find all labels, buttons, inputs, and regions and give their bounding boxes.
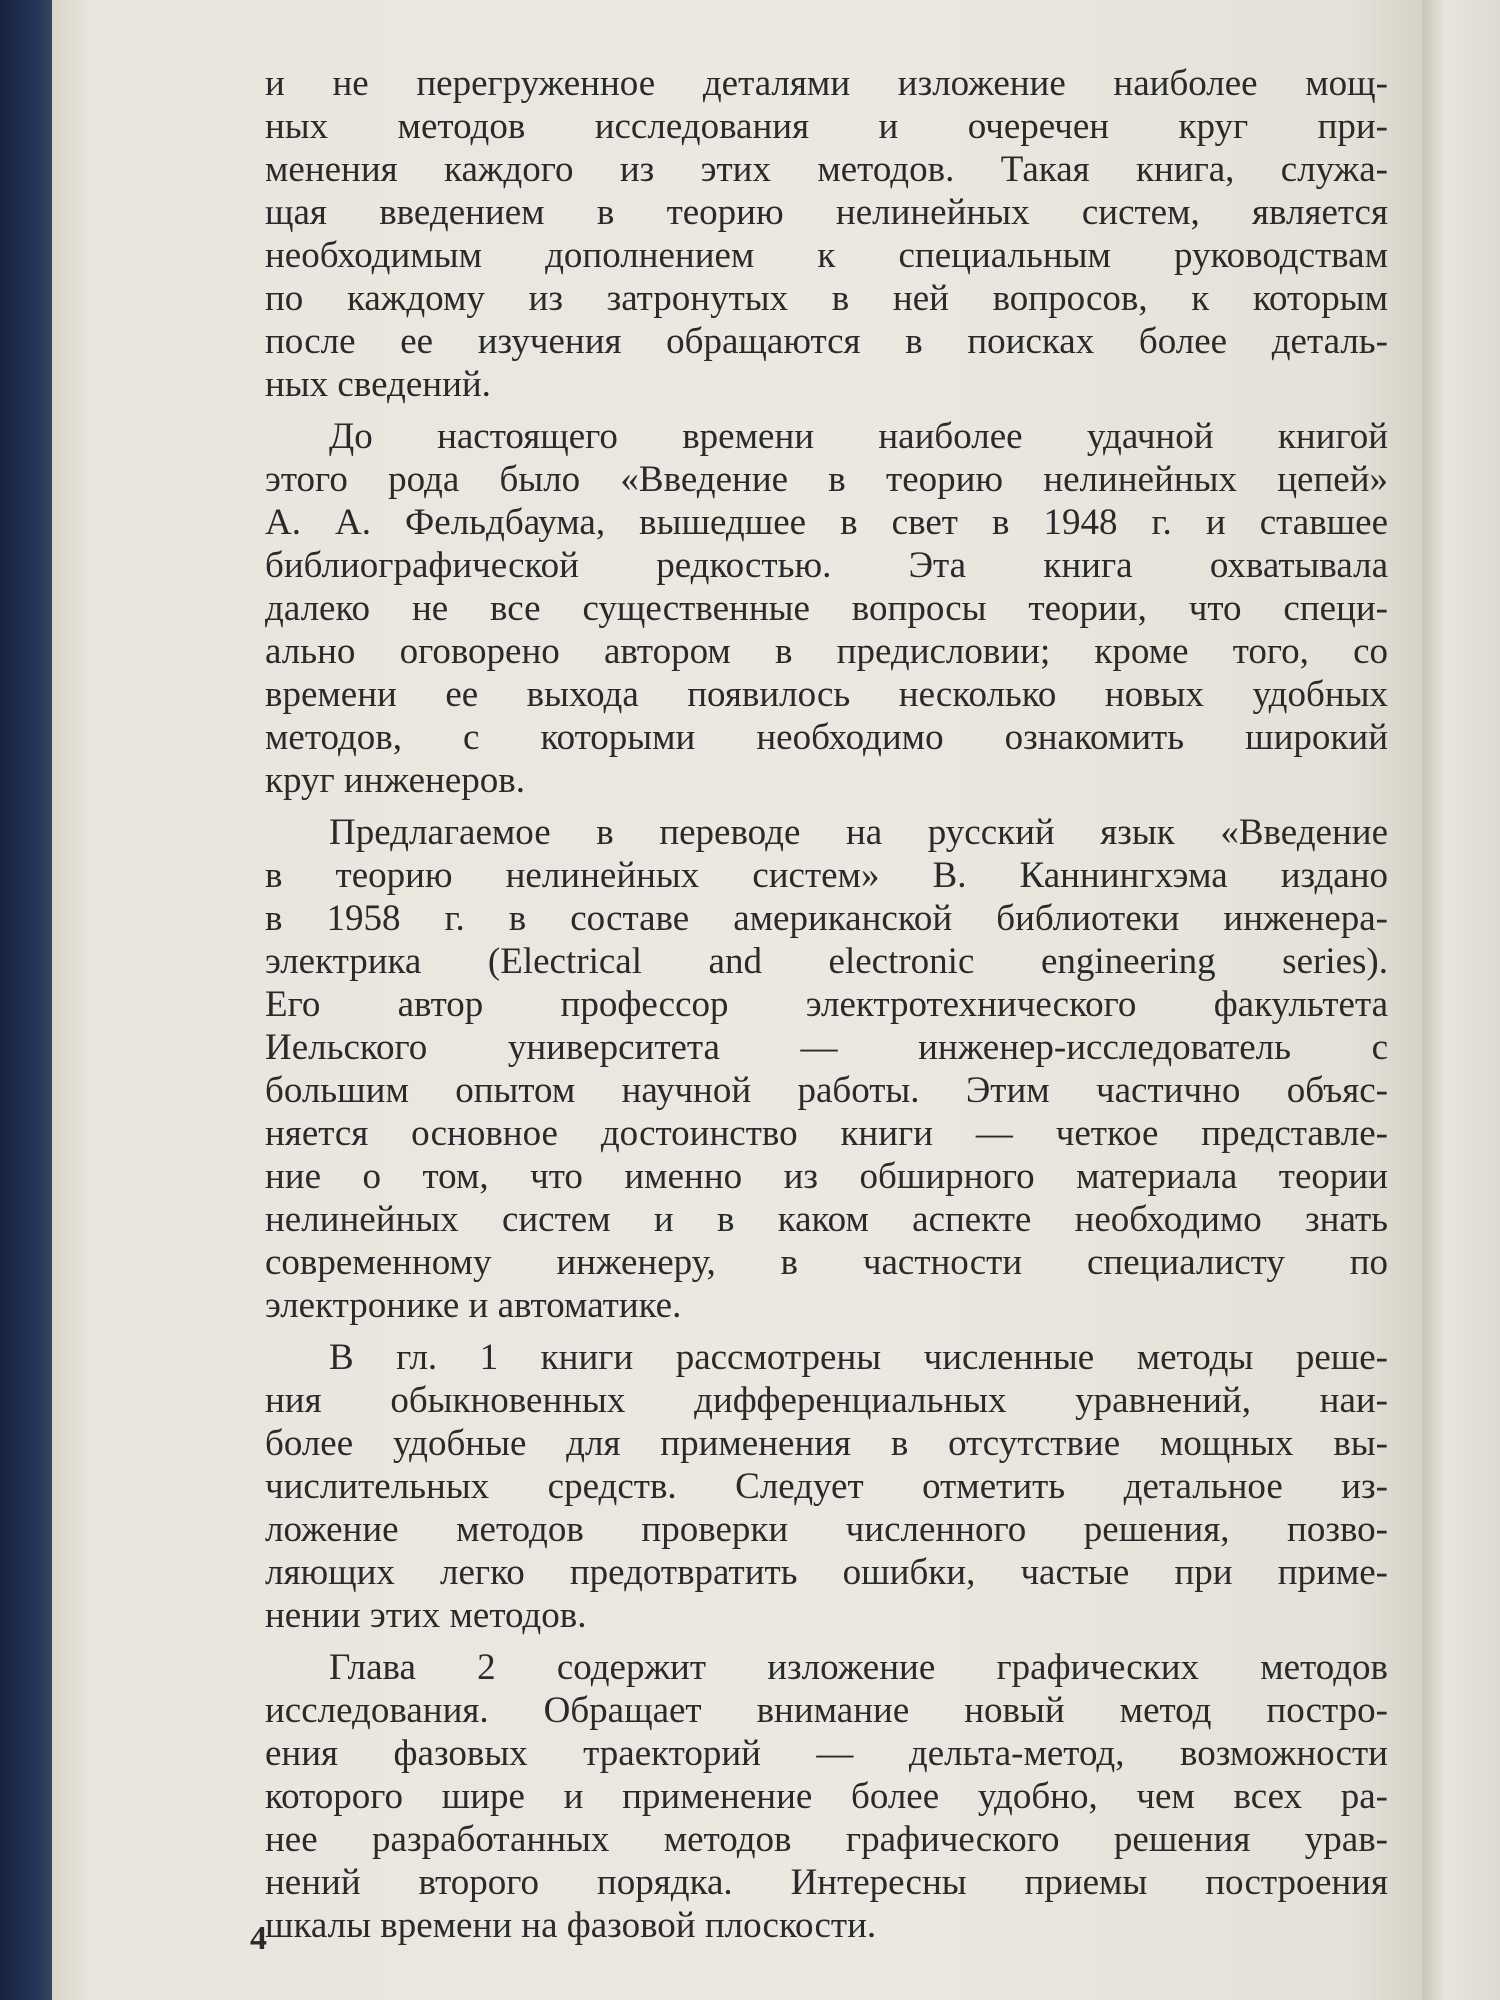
text-line: ние о том, что именно из обширного материала теории — [265, 1156, 1388, 1197]
text-line: методов, с которыми необходимо ознакомить широкий — [265, 717, 1388, 758]
text-line: ально оговорено автором в предисловии; кроме того, со — [265, 631, 1388, 672]
text-line: В гл. 1 книги рассмотрены численные методы реше- — [329, 1337, 1388, 1378]
text-line: и не перегруженное деталями изложение наиболее мощ- — [265, 63, 1388, 104]
text-line: после ее изучения обращаются в поисках более деталь- — [265, 321, 1388, 362]
paragraph — [265, 62, 1388, 406]
text-line: Глава 2 содержит изложение графических методов — [329, 1647, 1388, 1688]
text-line: большим опытом научной работы. Этим частично объяс- — [265, 1070, 1388, 1111]
text-line: круг инженеров. — [265, 760, 525, 801]
text-line: в теорию нелинейных систем» В. Каннингхэма издано — [265, 855, 1388, 896]
text-line: современному инженеру, в частности специалисту по — [265, 1242, 1388, 1283]
text-line: библиографической редкостью. Эта книга охватывала — [265, 545, 1388, 586]
text-line: числительных средств. Следует отметить детальное из- — [265, 1466, 1388, 1507]
text-line: этого рода было «Введение в теорию нелинейных цепей» — [265, 459, 1388, 500]
text-line: щая введением в теорию нелинейных систем, является — [265, 192, 1388, 233]
text-line: Предлагаемое в переводе на русский язык «Введение — [329, 812, 1388, 853]
text-line: нее разработанных методов графического решения урав- — [265, 1819, 1388, 1860]
text-line: няется основное достоинство книги — четкое представле- — [265, 1113, 1388, 1154]
next-page-edge — [1422, 0, 1500, 2000]
page-body-text — [265, 62, 1388, 1956]
text-line: более удобные для применения в отсутствие мощных вы- — [265, 1423, 1388, 1464]
paragraph — [265, 811, 1388, 1327]
page-number: 4 — [250, 1920, 267, 1957]
text-line: ляющих легко предотвратить ошибки, частые при приме- — [265, 1552, 1388, 1593]
paragraph — [265, 415, 1388, 802]
text-line: Иельского университета — инженер-исследователь с — [265, 1027, 1388, 1068]
text-line: До настоящего времени наиболее удачной книгой — [329, 416, 1388, 457]
text-line: времени ее выхода появилось несколько новых удобных — [265, 674, 1388, 715]
text-line: менения каждого из этих методов. Такая книга, служа- — [265, 149, 1388, 190]
text-line: ложение методов проверки численного решения, позво- — [265, 1509, 1388, 1550]
text-line: ных методов исследования и очеречен круг при- — [265, 106, 1388, 147]
text-line: по каждому из затронутых в ней вопросов, к которым — [265, 278, 1388, 319]
text-line: нений второго порядка. Интересны приемы построения — [265, 1862, 1388, 1903]
text-line: далеко не все существенные вопросы теории, что специ- — [265, 588, 1388, 629]
text-line: шкалы времени на фазовой плоскости. — [265, 1905, 877, 1946]
text-line: ния обыкновенных дифференциальных уравнений, наи- — [265, 1380, 1388, 1421]
text-line: Его автор профессор электротехнического факультета — [265, 984, 1388, 1025]
paragraph — [265, 1646, 1388, 1947]
text-line: которого шире и применение более удобно, чем всех ра- — [265, 1776, 1388, 1817]
text-line: исследования. Обращает внимание новый метод постро- — [265, 1690, 1388, 1731]
text-line: электронике и автоматике. — [265, 1285, 682, 1326]
text-line: необходимым дополнением к специальным руководствам — [265, 235, 1388, 276]
text-line: А. А. Фельдбаума, вышедшее в свет в 1948 г. и ставшее — [265, 502, 1388, 543]
text-line: ения фазовых траекторий — дельта-метод, возможности — [265, 1733, 1388, 1774]
text-line: электрика (Electrical and electronic engineering series). — [265, 941, 1388, 982]
text-line: в 1958 г. в составе американской библиотеки инженера- — [265, 898, 1388, 939]
book-cover-edge — [0, 0, 52, 2000]
text-line: нелинейных систем и в каком аспекте необходимо знать — [265, 1199, 1388, 1240]
text-line: ных сведений. — [265, 364, 491, 405]
paragraph — [265, 1336, 1388, 1637]
text-line: нении этих методов. — [265, 1595, 587, 1636]
